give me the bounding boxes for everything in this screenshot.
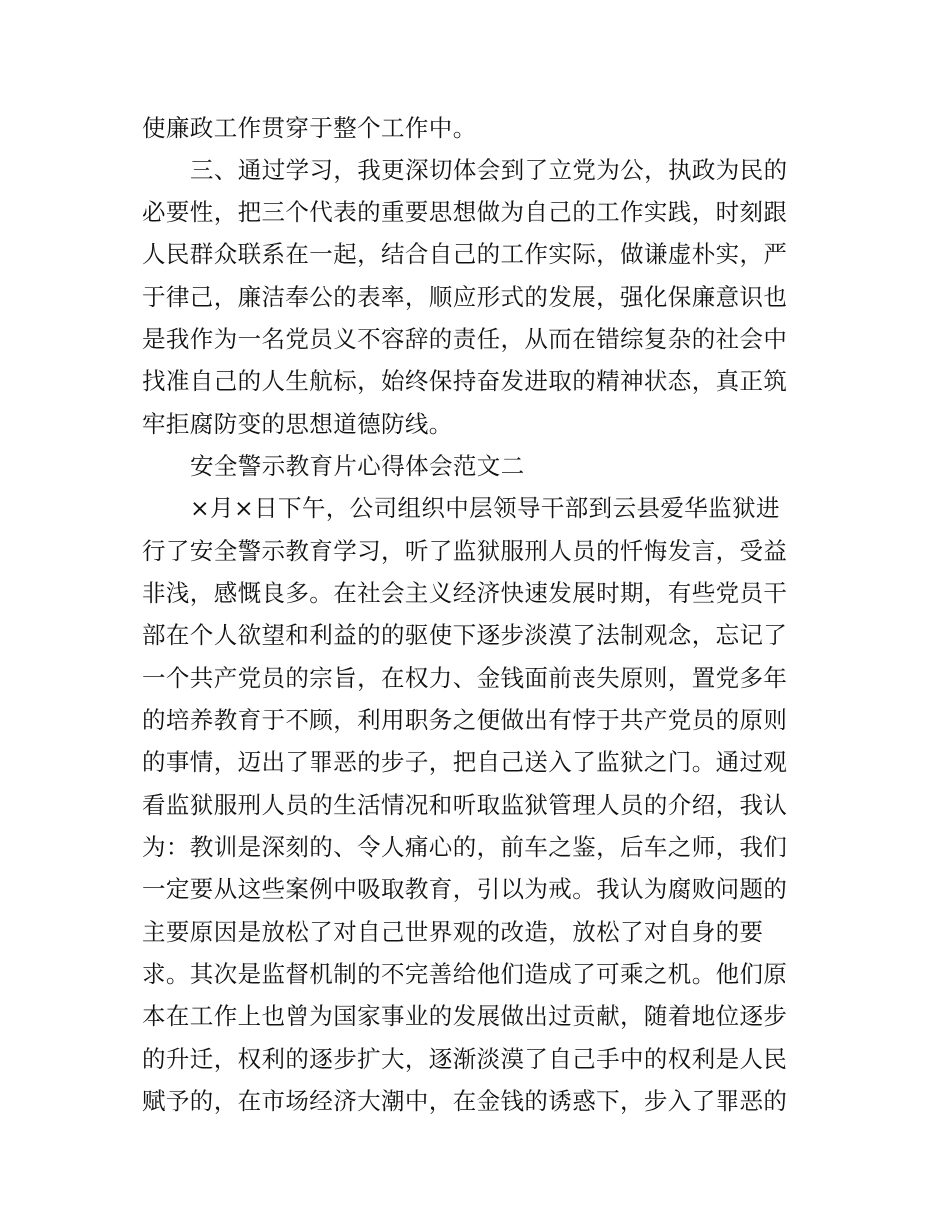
- text-line: 三、通过学习，我更深切体会到了立党为公，执政为民的: [190, 156, 788, 184]
- text-line: 赋予的，在市场经济大潮中，在金钱的诱惑下，步入了罪恶的: [142, 1087, 788, 1115]
- text-line: 非浅，感慨良多。在社会主义经济快速发展时期，有些党员干: [142, 579, 788, 607]
- text-line: 求。其次是监督机制的不完善给他们造成了可乘之机。他们原: [142, 960, 788, 988]
- text-line: 主要原因是放松了对自己世界观的改造，放松了对自身的要: [142, 918, 764, 946]
- text-line: 行了安全警示教育学习，听了监狱服刑人员的忏悔发言，受益: [142, 537, 788, 565]
- text-line: 必要性，把三个代表的重要思想做为自己的工作实践，时刻跟: [142, 198, 788, 226]
- section-heading: 安全警示教育片心得体会范文二: [190, 452, 525, 480]
- text-line: 部在个人欲望和利益的的驱使下逐步淡漠了法制观念，忘记了: [142, 621, 788, 649]
- text-line: 一个共产党员的宗旨，在权力、金钱面前丧失原则，置党多年: [142, 664, 788, 692]
- text-line: 人民群众联系在一起，结合自己的工作实际，做谦虚朴实，严: [142, 240, 788, 268]
- text-line: 一定要从这些案例中吸取教育，引以为戒。我认为腐败问题的: [142, 875, 788, 903]
- text-line: 是我作为一名党员义不容辞的责任，从而在错综复杂的社会中: [142, 325, 788, 353]
- text-line: 的事情，迈出了罪恶的步子，把自己送入了监狱之门。通过观: [142, 748, 788, 776]
- text-line: 牢拒腐防变的思想道德防线。: [142, 410, 453, 438]
- text-line: 的升迁，权利的逐步扩大，逐渐淡漠了自己手中的权利是人民: [142, 1045, 788, 1073]
- text-line: 于律己，廉洁奉公的表率，顺应形式的发展，强化保廉意识也: [142, 283, 788, 311]
- text-line: 本在工作上也曾为国家事业的发展做出过贡献，随着地位逐步: [142, 1002, 788, 1030]
- text-line: 看监狱服刑人员的生活情况和听取监狱管理人员的介绍，我认: [142, 791, 788, 819]
- text-line: ×月×日下午，公司组织中层领导干部到云县爱华监狱进: [190, 494, 780, 522]
- text-line: 使廉政工作贯穿于整个工作中。: [142, 114, 477, 142]
- text-line: 找准自己的人生航标，始终保持奋发进取的精神状态，真正筑: [142, 367, 788, 395]
- text-line: 的培养教育于不顾，利用职务之便做出有悖于共产党员的原则: [142, 706, 788, 734]
- text-line: 为：教训是深刻的、令人痛心的，前车之鉴，后车之师，我们: [142, 833, 788, 861]
